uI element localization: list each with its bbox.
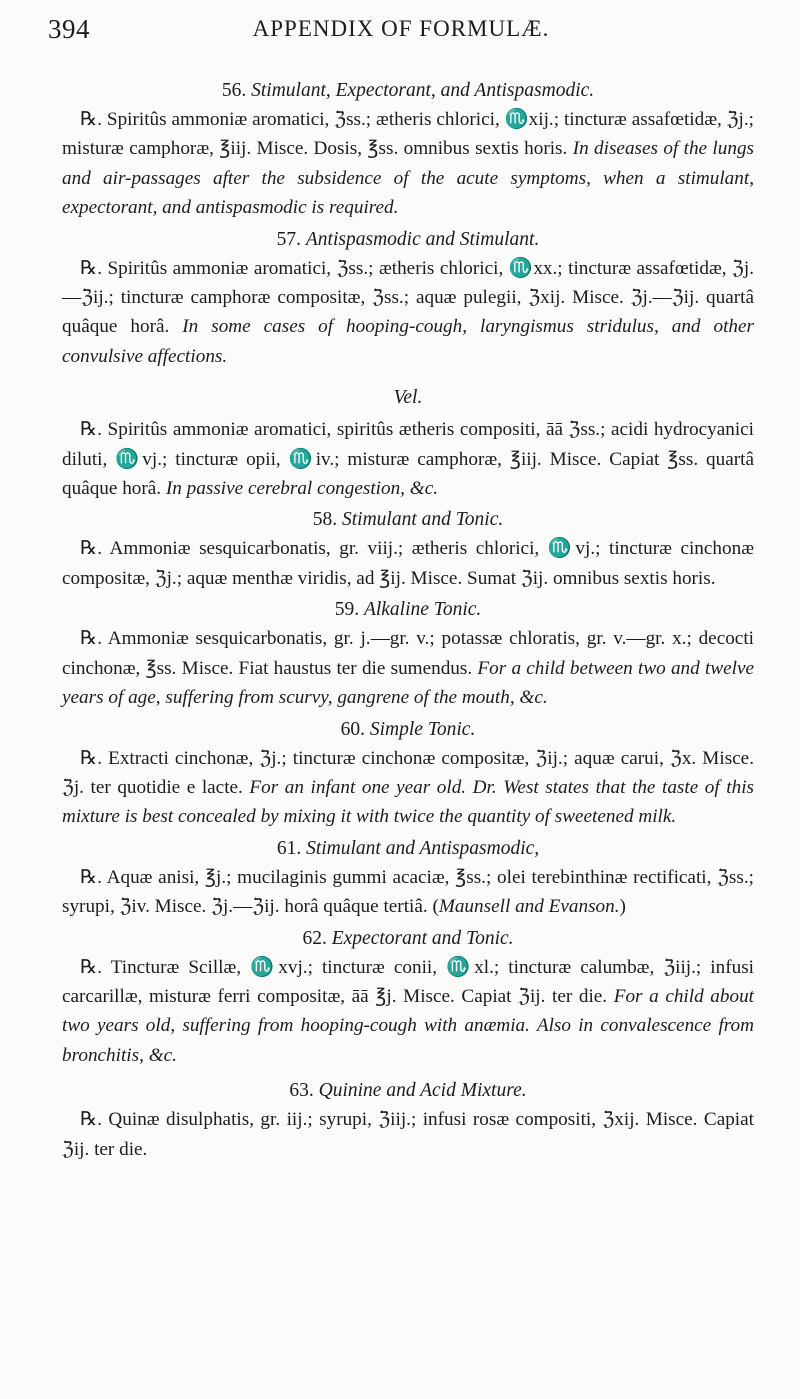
prescription-text: ℞. Quinæ disulphatis, gr. iij.; syrupi, ℨiij.; infusi rosæ compositi, ℨxij. Misce. Capiat ℨij. ter die.	[62, 1109, 754, 1160]
prescription-text: ℞. Spiritûs ammoniæ aromatici, spiritûs ætheris compositi, āā ℨss.; acidi hydrocyanici diluti, ♏vj.; tincturæ opii, ♏iv.; misturæ camphoræ, ℥iij. Misce. Capiat ℥ss. quartâ quâque horâ.	[62, 419, 754, 500]
formula-heading	[62, 505, 754, 534]
prescription-text: ℞. Ammoniæ sesquicarbonatis, gr. viij.; ætheris chlorici, ♏vj.; tincturæ cinchonæ compositæ, ℨj.; aquæ menthæ viridis, ad ℥ij. Misce. Sumat ℨij. omnibus sextis horis.	[62, 538, 754, 589]
formula-title: Simple Tonic.	[369, 718, 476, 740]
prescription	[62, 953, 754, 1071]
indication-note: For a child between two and twelve years of age, suffering from scurvy, gangrene of the mouth, &c.	[62, 657, 754, 709]
prescription-alternative	[62, 415, 754, 503]
formula-58	[62, 505, 754, 593]
indication-note: In diseases of the lungs and air-passages after the subsidence of the acute symptoms, when a stimulant, expectorant, and antispasmodic is required.	[62, 138, 755, 219]
formula-heading	[62, 834, 754, 863]
prescription	[62, 863, 754, 922]
formula-heading	[62, 1076, 754, 1105]
formula-heading	[62, 715, 754, 744]
prescription	[62, 254, 754, 372]
formula-60	[62, 715, 754, 832]
attribution-note: Maunsell and Evanson.	[438, 896, 620, 918]
indication-note: In some cases of hooping-cough, laryngismus stridulus, and other convulsive affections.	[62, 316, 754, 367]
formula-number: 57.	[276, 228, 302, 250]
prescription-text: ℞. Tincturæ Scillæ, ♏xvj.; tincturæ conii, ♏xl.; tincturæ calumbæ, ℨiij.; infusi carcarillæ, misturæ ferri compositæ, āā ℥j. Misce. Capiat ℨij. ter die.	[62, 956, 754, 1007]
formula-number: 58.	[312, 509, 338, 531]
formula-number: 56.	[221, 80, 247, 101]
formula-number: 63.	[289, 1080, 314, 1102]
page-body	[62, 74, 754, 1164]
formula-title: Stimulant, Expectorant, and Antispasmodic.	[251, 80, 595, 101]
formula-62	[62, 924, 754, 1071]
formula-title: Alkaline Tonic.	[363, 599, 482, 621]
prescription	[62, 744, 754, 832]
formula-heading	[62, 924, 754, 953]
indication-note: For a child about two years old, suffering from hooping-cough with anæmia. Also in convalescence from bronchitis, &c.	[62, 985, 754, 1066]
indication-note: In passive cerebral congestion, &c.	[165, 478, 439, 500]
formula-heading	[62, 595, 754, 624]
prescription	[62, 105, 754, 223]
formula-61	[62, 834, 754, 922]
page-number: 394	[48, 14, 90, 44]
prescription	[62, 1105, 754, 1164]
formula-title: Stimulant and Antispasmodic,	[306, 837, 540, 859]
indication-note: For an infant one year old. Dr. West states that the taste of this mixture is best concealed by mixing it with twice the quantity of sweetened milk.	[62, 776, 754, 828]
page-header	[48, 14, 754, 54]
formula-number: 60.	[340, 718, 366, 740]
alternative-heading: Vel.	[393, 387, 423, 409]
prescription-text: ℞. Ammoniæ sesquicarbonatis, gr. j.—gr. v.; potassæ chloratis, gr. v.—gr. x.; decocti cinchonæ, ℥ss. Misce. Fiat haustus ter die sumendus.	[62, 628, 754, 679]
formula-57	[62, 225, 754, 504]
prescription-text: ℞. Extracti cinchonæ, ℨj.; tincturæ cinchonæ compositæ, ℨij.; aquæ carui, ℨx. Misce. ℨj. ter quotidie e lacte.	[62, 747, 754, 798]
formula-56	[62, 76, 754, 223]
formula-number: 62.	[302, 927, 327, 949]
formula-title: Stimulant and Tonic.	[341, 509, 504, 531]
attribution-close: )	[619, 896, 626, 918]
formula-title: Quinine and Acid Mixture.	[318, 1080, 527, 1102]
formula-heading	[62, 76, 754, 105]
running-title: APPENDIX OF FORMULÆ.	[252, 16, 550, 41]
prescription-text: ℞. Spiritûs ammoniæ aromatici, ℨss.; ætheris chlorici, ♏xij.; tincturæ assafœtidæ, ℨj.; misturæ camphoræ, ℥iij. Misce. Dosis, ℥ss. omnibus sextis horis.	[62, 109, 754, 160]
formula-heading	[62, 225, 754, 254]
formula-title: Expectorant and Tonic.	[331, 927, 514, 949]
prescription	[62, 624, 754, 712]
formula-63	[62, 1076, 754, 1164]
formula-number: 61.	[276, 837, 302, 859]
formula-59	[62, 595, 754, 712]
prescription-text: ℞. Spiritûs ammoniæ aromatici, ℨss.; ætheris chlorici, ♏xx.; tincturæ assafœtidæ, ℨj.—ℨij.; tincturæ camphoræ compositæ, ℨss.; aquæ pulegii, ℨxij. Misce. ℨj.—ℨij. quartâ quâque horâ.	[62, 257, 754, 338]
prescription	[62, 534, 754, 593]
formula-title: Antispasmodic and Stimulant.	[305, 228, 540, 250]
formula-number: 59.	[334, 599, 360, 621]
prescription-text: ℞. Aquæ anisi, ℥j.; mucilaginis gummi acaciæ, ℥ss.; olei terebinthinæ rectificati, ℨss.; syrupi, ℨiv. Misce. ℨj.—ℨij. horâ quâque tertiâ. (	[62, 866, 754, 918]
